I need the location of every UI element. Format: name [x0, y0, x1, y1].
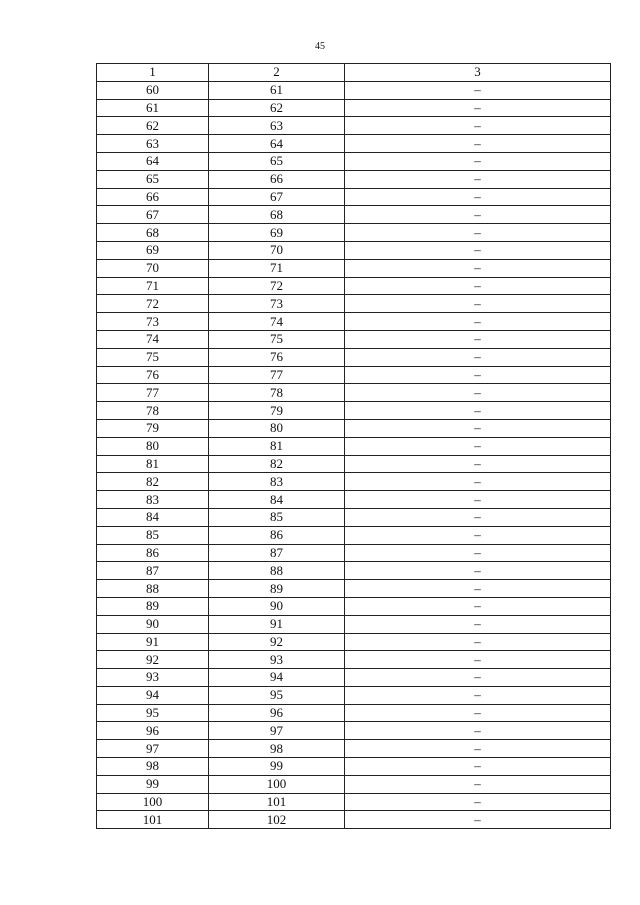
table-row [97, 526, 611, 544]
table-cell-col-3: – [345, 224, 611, 242]
table-row [97, 491, 611, 509]
table-cell-col-1: 61 [97, 99, 209, 117]
table-cell-col-2: 68 [209, 206, 345, 224]
table-cell-col-1: 85 [97, 526, 209, 544]
column-header-3: 3 [345, 64, 611, 82]
table-cell-col-2: 75 [209, 330, 345, 348]
table-cell-col-3: – [345, 277, 611, 295]
table-cell-col-2: 82 [209, 455, 345, 473]
table-cell-col-2: 99 [209, 758, 345, 776]
table-cell-col-3: – [345, 170, 611, 188]
table-row [97, 241, 611, 259]
table-row [97, 188, 611, 206]
table-row [97, 437, 611, 455]
table-row [97, 135, 611, 153]
table-cell-col-1: 81 [97, 455, 209, 473]
table-cell-col-2: 74 [209, 313, 345, 331]
table-cell-col-3: – [345, 722, 611, 740]
table-row [97, 775, 611, 793]
table-cell-col-3: – [345, 81, 611, 99]
table-cell-col-2: 95 [209, 686, 345, 704]
table-cell-col-1: 87 [97, 562, 209, 580]
table-cell-col-2: 67 [209, 188, 345, 206]
table-cell-col-1: 69 [97, 241, 209, 259]
table-cell-col-3: – [345, 669, 611, 687]
table-row [97, 651, 611, 669]
table-cell-col-3: – [345, 775, 611, 793]
table-cell-col-3: – [345, 473, 611, 491]
table-row [97, 633, 611, 651]
table-cell-col-2: 97 [209, 722, 345, 740]
table-cell-col-1: 67 [97, 206, 209, 224]
table-cell-col-2: 76 [209, 348, 345, 366]
table-row [97, 313, 611, 331]
table-row [97, 597, 611, 615]
table-cell-col-2: 77 [209, 366, 345, 384]
table-row [97, 669, 611, 687]
table-row [97, 740, 611, 758]
table-cell-col-2: 84 [209, 491, 345, 509]
table-row [97, 793, 611, 811]
table-cell-col-2: 88 [209, 562, 345, 580]
table-cell-col-1: 89 [97, 597, 209, 615]
table-cell-col-1: 84 [97, 508, 209, 526]
table-cell-col-1: 79 [97, 419, 209, 437]
table-cell-col-3: – [345, 491, 611, 509]
table-cell-col-2: 90 [209, 597, 345, 615]
table-row [97, 544, 611, 562]
table-cell-col-2: 92 [209, 633, 345, 651]
table-cell-col-3: – [345, 384, 611, 402]
table-row [97, 473, 611, 491]
table-cell-col-3: – [345, 366, 611, 384]
table-row [97, 580, 611, 598]
table-cell-col-1: 68 [97, 224, 209, 242]
table-cell-col-2: 85 [209, 508, 345, 526]
table-cell-col-2: 70 [209, 241, 345, 259]
table-row [97, 152, 611, 170]
table-cell-col-3: – [345, 651, 611, 669]
table-cell-col-1: 62 [97, 117, 209, 135]
table-cell-col-3: – [345, 437, 611, 455]
table-cell-col-2: 64 [209, 135, 345, 153]
table-cell-col-3: – [345, 740, 611, 758]
column-header-2: 2 [209, 64, 345, 82]
table-row [97, 704, 611, 722]
table-cell-col-3: – [345, 597, 611, 615]
table-cell-col-3: – [345, 758, 611, 776]
table-cell-col-3: – [345, 330, 611, 348]
table-row [97, 259, 611, 277]
table-cell-col-1: 65 [97, 170, 209, 188]
table-cell-col-3: – [345, 99, 611, 117]
table-cell-col-2: 78 [209, 384, 345, 402]
table-row [97, 402, 611, 420]
table-cell-col-2: 89 [209, 580, 345, 598]
table-body [97, 81, 611, 828]
table-cell-col-2: 100 [209, 775, 345, 793]
table-row [97, 562, 611, 580]
table-cell-col-1: 82 [97, 473, 209, 491]
table-row [97, 348, 611, 366]
table-cell-col-1: 90 [97, 615, 209, 633]
table-cell-col-2: 96 [209, 704, 345, 722]
table-cell-col-3: – [345, 704, 611, 722]
table-cell-col-1: 60 [97, 81, 209, 99]
table-cell-col-1: 91 [97, 633, 209, 651]
table-row [97, 686, 611, 704]
table-row [97, 277, 611, 295]
table-cell-col-3: – [345, 152, 611, 170]
table-cell-col-3: – [345, 188, 611, 206]
table-cell-col-2: 87 [209, 544, 345, 562]
table-row [97, 455, 611, 473]
table-cell-col-1: 86 [97, 544, 209, 562]
table-cell-col-1: 78 [97, 402, 209, 420]
table-cell-col-3: – [345, 793, 611, 811]
table-cell-col-2: 81 [209, 437, 345, 455]
table-cell-col-2: 79 [209, 402, 345, 420]
table-cell-col-3: – [345, 295, 611, 313]
page-number: 45 [315, 41, 325, 52]
table-cell-col-2: 66 [209, 170, 345, 188]
table-cell-col-2: 80 [209, 419, 345, 437]
table-cell-col-1: 74 [97, 330, 209, 348]
table-header [97, 64, 611, 82]
table-cell-col-1: 99 [97, 775, 209, 793]
table-row [97, 295, 611, 313]
table-row [97, 224, 611, 242]
table-cell-col-3: – [345, 348, 611, 366]
column-header-1: 1 [97, 64, 209, 82]
table-cell-col-3: – [345, 135, 611, 153]
table-cell-col-1: 95 [97, 704, 209, 722]
table-row [97, 508, 611, 526]
table-cell-col-1: 88 [97, 580, 209, 598]
table-cell-col-3: – [345, 117, 611, 135]
table-cell-col-1: 63 [97, 135, 209, 153]
table-row [97, 722, 611, 740]
table-cell-col-1: 93 [97, 669, 209, 687]
table-cell-col-1: 94 [97, 686, 209, 704]
table-row [97, 170, 611, 188]
table-row [97, 366, 611, 384]
table-cell-col-3: – [345, 811, 611, 829]
table-cell-col-1: 100 [97, 793, 209, 811]
table-cell-col-3: – [345, 241, 611, 259]
table-cell-col-3: – [345, 259, 611, 277]
table-cell-col-1: 83 [97, 491, 209, 509]
table-row [97, 330, 611, 348]
table-cell-col-1: 98 [97, 758, 209, 776]
table-row [97, 384, 611, 402]
table-cell-col-3: – [345, 562, 611, 580]
table-cell-col-3: – [345, 402, 611, 420]
data-table [96, 63, 611, 829]
table-cell-col-2: 93 [209, 651, 345, 669]
table-cell-col-2: 86 [209, 526, 345, 544]
table-cell-col-3: – [345, 615, 611, 633]
table-row [97, 615, 611, 633]
table-cell-col-3: – [345, 544, 611, 562]
table-cell-col-2: 71 [209, 259, 345, 277]
table-row [97, 206, 611, 224]
table-cell-col-1: 101 [97, 811, 209, 829]
table-row [97, 419, 611, 437]
table-cell-col-1: 77 [97, 384, 209, 402]
table-cell-col-3: – [345, 206, 611, 224]
table-row [97, 811, 611, 829]
table-cell-col-2: 94 [209, 669, 345, 687]
table-cell-col-2: 101 [209, 793, 345, 811]
table-cell-col-2: 61 [209, 81, 345, 99]
table-cell-col-2: 98 [209, 740, 345, 758]
table-cell-col-3: – [345, 633, 611, 651]
table-cell-col-2: 72 [209, 277, 345, 295]
table-cell-col-2: 83 [209, 473, 345, 491]
table-cell-col-1: 80 [97, 437, 209, 455]
table-cell-col-1: 75 [97, 348, 209, 366]
table-cell-col-2: 69 [209, 224, 345, 242]
table-cell-col-1: 66 [97, 188, 209, 206]
table-cell-col-1: 92 [97, 651, 209, 669]
table-cell-col-2: 73 [209, 295, 345, 313]
table-row [97, 81, 611, 99]
table-cell-col-1: 73 [97, 313, 209, 331]
table-cell-col-3: – [345, 508, 611, 526]
table-row [97, 117, 611, 135]
table-cell-col-1: 64 [97, 152, 209, 170]
table-cell-col-2: 91 [209, 615, 345, 633]
table-cell-col-1: 70 [97, 259, 209, 277]
table-cell-col-1: 72 [97, 295, 209, 313]
table-cell-col-2: 102 [209, 811, 345, 829]
table-cell-col-2: 63 [209, 117, 345, 135]
table-cell-col-1: 97 [97, 740, 209, 758]
table-cell-col-1: 71 [97, 277, 209, 295]
header-row [97, 64, 611, 82]
table-cell-col-2: 62 [209, 99, 345, 117]
table-row [97, 758, 611, 776]
table-cell-col-3: – [345, 455, 611, 473]
table-row [97, 99, 611, 117]
table-cell-col-1: 96 [97, 722, 209, 740]
table-cell-col-1: 76 [97, 366, 209, 384]
table-cell-col-3: – [345, 419, 611, 437]
table-cell-col-3: – [345, 686, 611, 704]
table-cell-col-3: – [345, 526, 611, 544]
table-cell-col-3: – [345, 580, 611, 598]
table-cell-col-2: 65 [209, 152, 345, 170]
table-cell-col-3: – [345, 313, 611, 331]
